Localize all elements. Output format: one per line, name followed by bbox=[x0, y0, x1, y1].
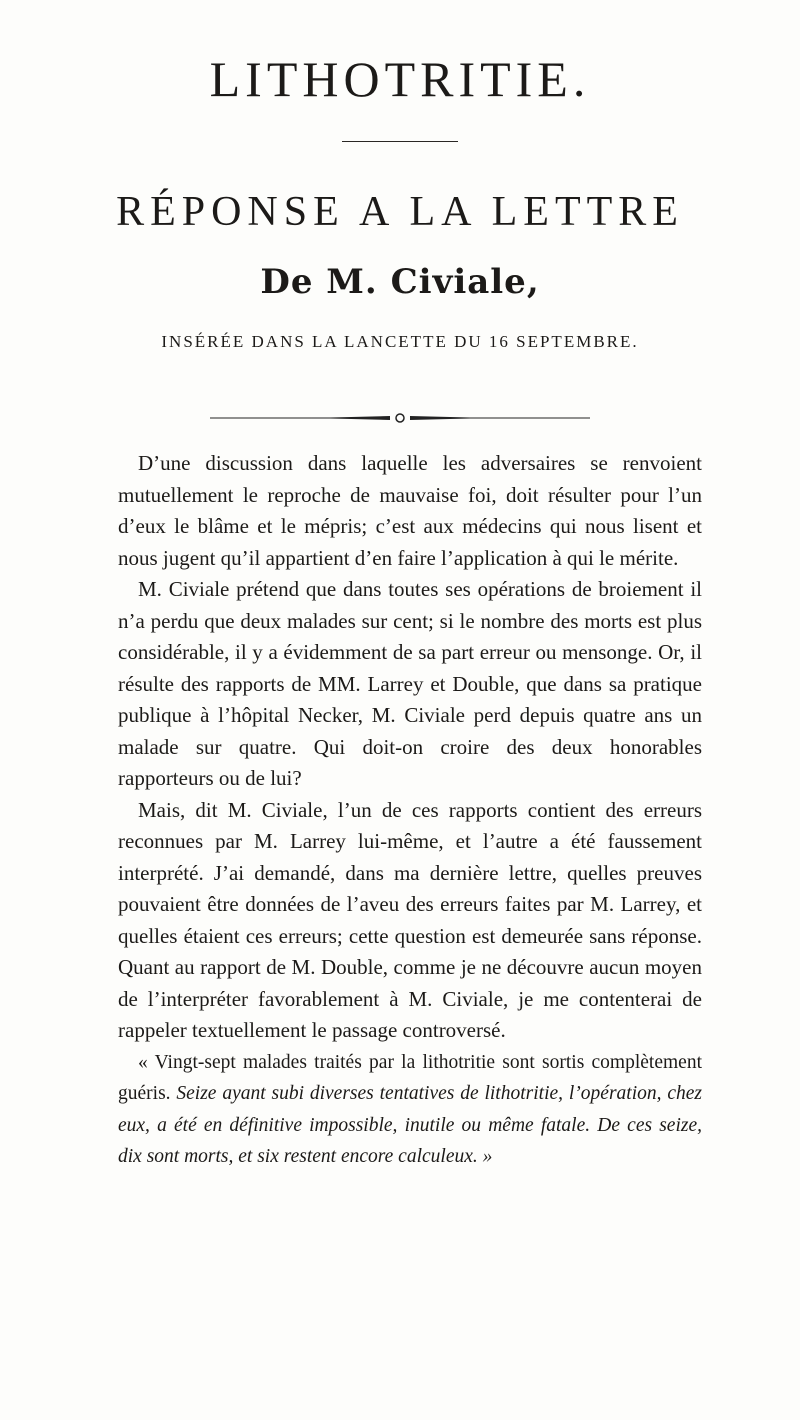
author-line: De M. Civiale, bbox=[260, 262, 540, 302]
quote-italic-text: Seize ayant subi diverses tentatives de lithotritie, l’opération, chez eux, a été en définitive impossible, inutile ou même fatale. De ces seize, dix sont morts, et six restent encore calculeux. » bbox=[118, 1083, 702, 1167]
body-text bbox=[118, 448, 702, 1173]
quote-text: « Vingt-sept malades traités par la lithotritie sont sortis complètement guéris. bbox=[118, 1051, 702, 1104]
document-subtitle: RÉPONSE A LA LETTRE bbox=[116, 189, 684, 235]
ornamental-rule bbox=[210, 411, 590, 425]
title-rule bbox=[342, 141, 458, 142]
quoted-passage bbox=[118, 1047, 702, 1173]
paragraph: Mais, dit M. Civiale, l’un de ces rapports contient des erreurs reconnues par M. Larrey lui-même, et l’autre a été faussement interprété. J’ai demandé, dans ma dernière lettre, quelles preuves pouvaient être données de l’aveu des erreurs faites par M. Larrey, et quelles étaient ces erreurs; cette question est demeurée sans réponse. Quant au rapport de M. Double, comme je ne découvre aucun moyen de l’interpréter favorablement à M. Civiale, je me contenterai de rappeler textuellement le passage controversé. bbox=[118, 797, 702, 1042]
paragraph: D’une discussion dans laquelle les adversaires se renvoient mutuellement le reproche de mauvaise foi, doit résulter pour l’un d’eux le blâme et le mépris; c’est aux médecins qui nous lisent et nous jugent qu’il appartient d’en faire l’application à qui le mérite. bbox=[118, 451, 702, 570]
document-title: LITHOTRITIE. bbox=[209, 51, 591, 107]
paragraph: M. Civiale prétend que dans toutes ses opérations de broiement il n’a perdu que deux malades sur cent; si le nombre des morts est plus considérable, il y a évidemment de sa part erreur ou mensonge. Or, il résulte des rapports de MM. Larrey et Double, que dans sa pratique publique à l’hôpital Necker, M. Civiale perd depuis quatre ans un malade sur quatre. Qui doit-on croire des deux honorables rapporteurs ou de lui? bbox=[118, 577, 702, 790]
inserted-line: INSÉRÉE DANS LA LANCETTE DU 16 SEPTEMBRE. bbox=[161, 332, 639, 351]
